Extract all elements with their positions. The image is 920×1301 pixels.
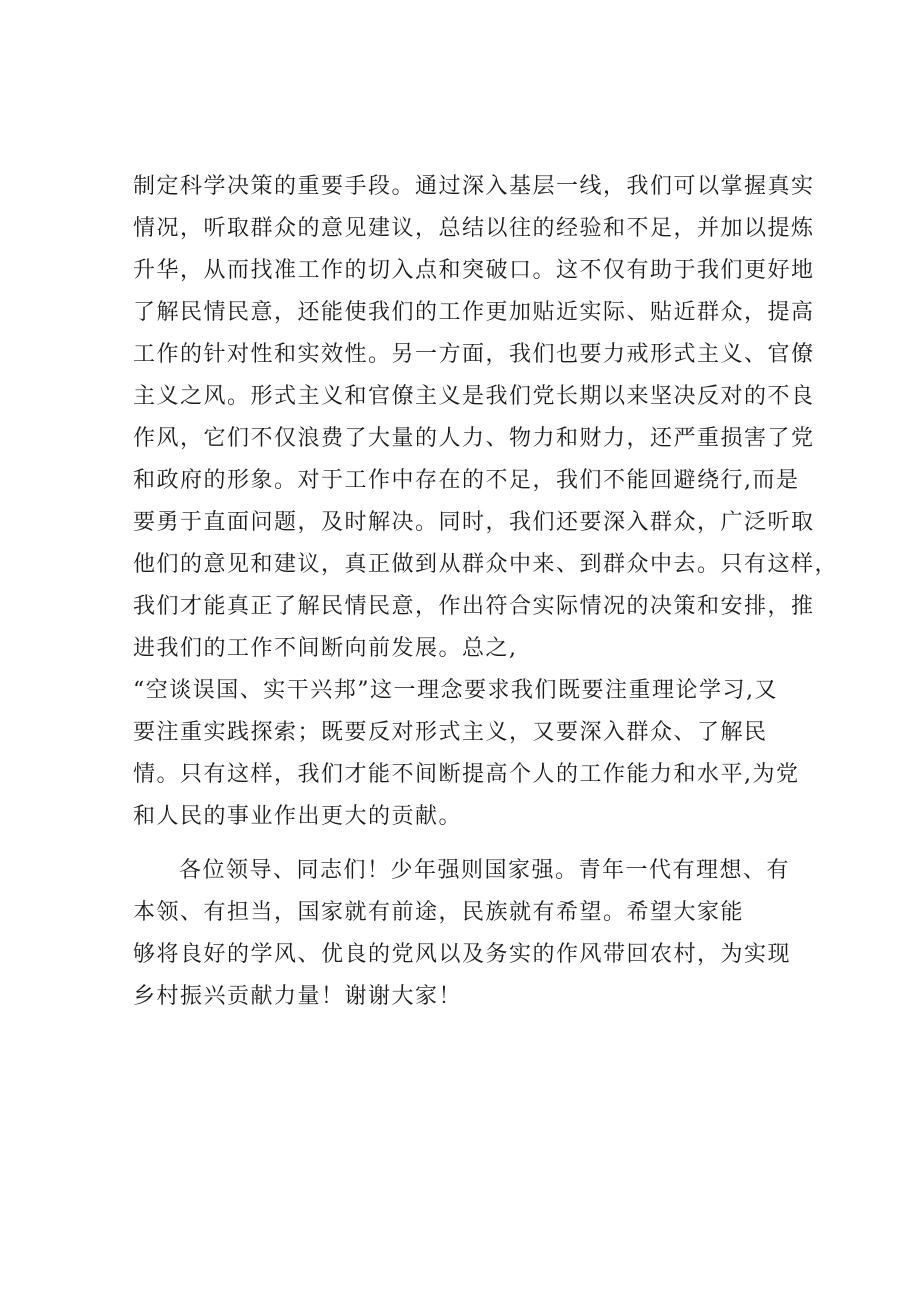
text-line: 作风，它们不仅浪费了大量的人力、物力和财力，还严重损害了党: [133, 426, 815, 451]
text-line: “空谈误国、实干兴邦”这一理念要求我们既要注重理论学习,又: [133, 678, 778, 703]
text-line: 情况，听取群众的意见建议，总结以往的经验和不足，并加以提炼: [133, 216, 815, 241]
paragraph-spacer: [133, 838, 803, 850]
document-body: [133, 166, 839, 1018]
paragraph: [133, 166, 839, 838]
text-line: 和人民的事业作出更大的贡献。: [133, 804, 463, 829]
text-line: 工作的针对性和实效性。另一方面，我们也要力戒形式主义、官僚: [133, 342, 815, 367]
text-line: 要注重实践探索；既要反对形式主义，又要深入群众、了解民: [133, 720, 768, 745]
text-line: 他们的意见和建议，真正做到从群众中来、到群众中去。只有这样，: [133, 552, 839, 577]
text-line: 了解民情民意，还能使我们的工作更加贴近实际、贴近群众，提高: [133, 300, 815, 325]
text-line: 我们才能真正了解民情民意，作出符合实际情况的决策和安排，推: [133, 594, 815, 619]
text-line: 情。只有这样，我们才能不间断提高个人的工作能力和水平,为党: [133, 762, 800, 787]
text-line: 本领、有担当，国家就有前途，民族就有希望。希望大家能: [133, 900, 745, 925]
text-line: 各位领导、同志们！少年强则国家强。青年一代有理想、有: [179, 858, 791, 883]
text-line: 制定科学决策的重要手段。通过深入基层一线，我们可以掌握真实: [133, 174, 815, 199]
text-line: 乡村振兴贡献力量！谢谢大家！: [133, 984, 463, 1009]
paragraph: [133, 850, 803, 1018]
text-line: 进我们的工作不间断向前发展。总之,: [133, 636, 518, 661]
text-line: 和政府的形象。对于工作中存在的不足，我们不能回避绕行,而是: [133, 468, 800, 493]
text-line: 要勇于直面问题，及时解决。同时，我们还要深入群众，广泛听取: [133, 510, 815, 535]
text-line: 升华，从而找准工作的切入点和突破口。这不仅有助于我们更好地: [133, 258, 815, 283]
text-line: 主义之风。形式主义和官僚主义是我们党长期以来坚决反对的不良: [133, 384, 815, 409]
text-line: 够将良好的学风、优良的党风以及务实的作风带回农村，为实现: [133, 942, 792, 967]
